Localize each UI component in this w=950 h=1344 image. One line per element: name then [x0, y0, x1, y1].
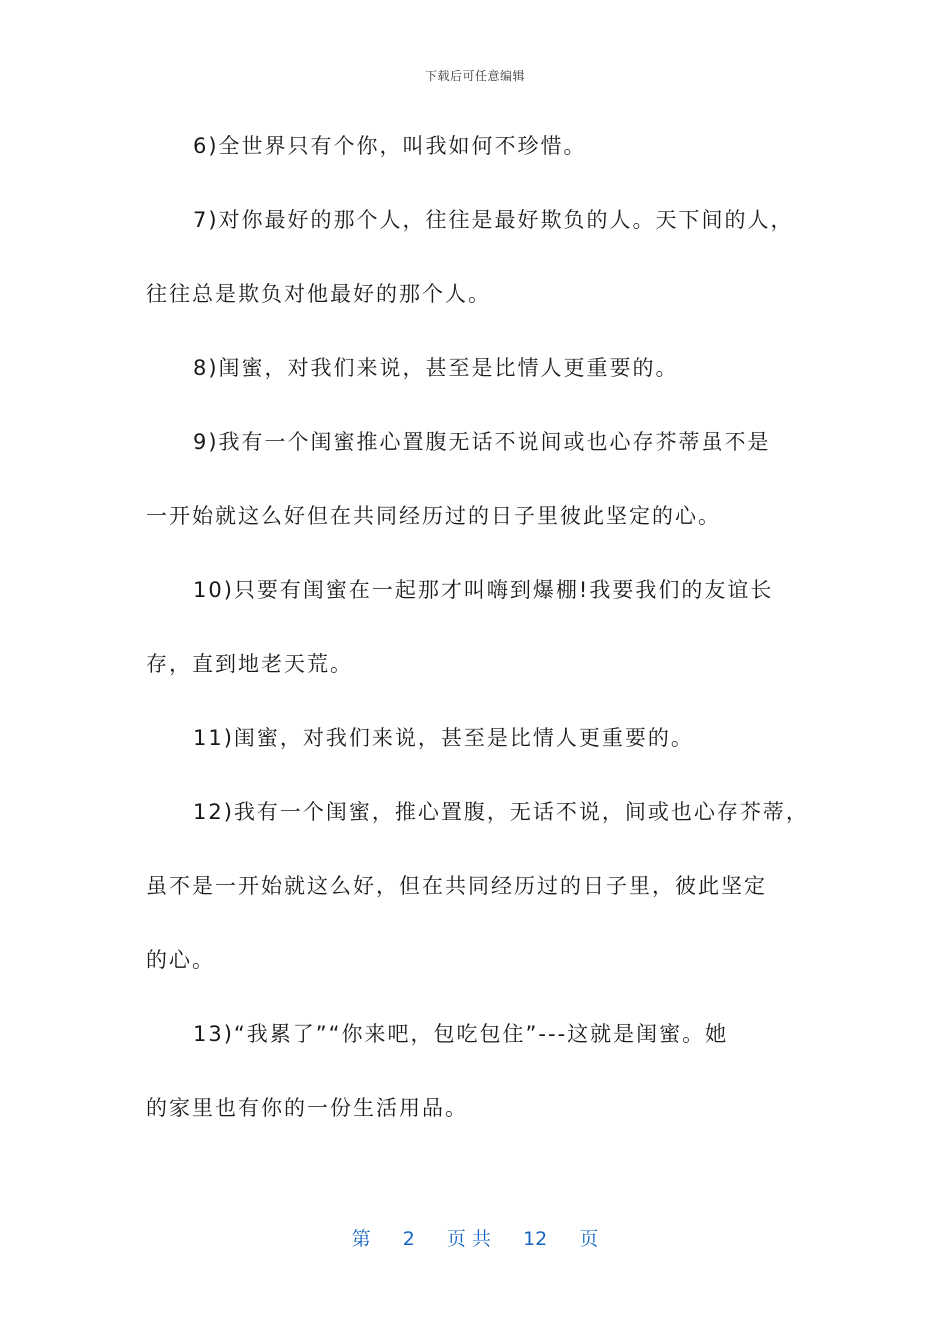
paragraph-7	[146, 198, 826, 316]
header-note: 下载后可任意编辑	[424, 69, 525, 83]
text-line: 往往总是欺负对他最好的那个人。	[146, 282, 491, 306]
text-line: 11)闺蜜，对我们来说，甚至是比情人更重要的。	[193, 726, 694, 750]
paragraph-11	[146, 716, 826, 760]
text-line: 6)全世界只有个你，叫我如何不珍惜。	[193, 134, 587, 158]
footer-middle: 页 共	[446, 1228, 491, 1250]
text-line: 7)对你最好的那个人，往往是最好欺负的人。天下间的人，	[193, 208, 794, 232]
paragraph-12	[146, 790, 826, 982]
paragraph-13	[146, 1012, 826, 1130]
footer-prefix: 第	[351, 1228, 371, 1250]
text-line: 12)我有一个闺蜜，推心置腹，无话不说，间或也心存芥蒂，	[193, 800, 809, 824]
text-line: 13)“我累了”“你来吧，包吃包住”---这就是闺蜜。她	[193, 1022, 729, 1046]
paragraph-6	[146, 124, 826, 168]
text-line: 存，直到地老天荒。	[146, 652, 353, 676]
text-line: 9)我有一个闺蜜推心置腹无话不说间或也心存芥蒂虽不是	[193, 430, 771, 454]
total-pages-number: 12	[523, 1228, 548, 1250]
paragraph-8	[146, 346, 826, 390]
current-page-number: 2	[402, 1228, 415, 1250]
text-line: 的心。	[146, 948, 215, 972]
text-line: 的家里也有你的一份生活用品。	[146, 1096, 468, 1120]
text-line: 10)只要有闺蜜在一起那才叫嗨到爆棚!我要我们的友谊长	[193, 578, 774, 602]
paragraph-10	[146, 568, 826, 686]
footer-suffix: 页	[579, 1228, 599, 1250]
text-line: 一开始就这么好但在共同经历过的日子里彼此坚定的心。	[146, 504, 721, 528]
text-line: 虽不是一开始就这么好，但在共同经历过的日子里，彼此坚定	[146, 874, 767, 898]
text-line: 8)闺蜜，对我们来说，甚至是比情人更重要的。	[193, 356, 679, 380]
document-body	[146, 124, 826, 1130]
paragraph-9	[146, 420, 826, 538]
page-footer	[0, 1224, 950, 1251]
